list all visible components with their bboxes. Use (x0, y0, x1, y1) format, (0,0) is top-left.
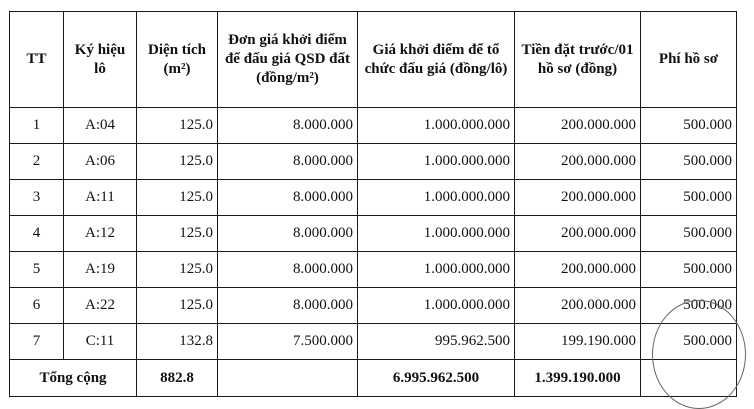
total-empty-cell (641, 360, 737, 397)
header-phi-ho-so: Phí hồ sơ (641, 12, 737, 108)
cell-tt: 5 (10, 252, 64, 288)
total-empty-cell (218, 360, 358, 397)
cell-don-gia: 8.000.000 (218, 216, 358, 252)
cell-don-gia: 8.000.000 (218, 252, 358, 288)
cell-ky-hieu: A:22 (64, 288, 137, 324)
cell-tt: 6 (10, 288, 64, 324)
table-row (10, 108, 737, 144)
cell-phi-ho-so: 500.000 (641, 324, 737, 360)
total-dien-tich: 882.8 (137, 360, 218, 397)
cell-tt: 4 (10, 216, 64, 252)
total-label: Tổng cộng (10, 360, 137, 397)
total-gia-khoi-diem: 6.995.962.500 (358, 360, 515, 397)
cell-tt: 2 (10, 144, 64, 180)
cell-dien-tich: 125.0 (137, 144, 218, 180)
cell-gia-khoi-diem: 1.000.000.000 (358, 180, 515, 216)
cell-don-gia: 8.000.000 (218, 108, 358, 144)
header-don-gia: Đơn giá khởi điểm để đấu giá QSD đất (đồng/m²) (218, 12, 358, 108)
cell-phi-ho-so: 500.000 (641, 252, 737, 288)
cell-don-gia: 8.000.000 (218, 288, 358, 324)
cell-ky-hieu: A:11 (64, 180, 137, 216)
table-row (10, 324, 737, 360)
cell-gia-khoi-diem: 1.000.000.000 (358, 216, 515, 252)
cell-don-gia: 8.000.000 (218, 144, 358, 180)
cell-phi-ho-so: 500.000 (641, 288, 737, 324)
cell-tien-dat-truoc: 199.190.000 (515, 324, 641, 360)
total-row (10, 360, 737, 397)
cell-gia-khoi-diem: 1.000.000.000 (358, 144, 515, 180)
header-tien-dat-truoc: Tiền đặt trước/01 hồ sơ (đồng) (515, 12, 641, 108)
cell-gia-khoi-diem: 995.962.500 (358, 324, 515, 360)
header-dien-tich: Diện tích (m²) (137, 12, 218, 108)
cell-dien-tich: 125.0 (137, 252, 218, 288)
table-row (10, 288, 737, 324)
auction-price-document (9, 11, 736, 396)
cell-phi-ho-so: 500.000 (641, 180, 737, 216)
cell-tien-dat-truoc: 200.000.000 (515, 144, 641, 180)
table-row (10, 216, 737, 252)
cell-phi-ho-so: 500.000 (641, 144, 737, 180)
cell-gia-khoi-diem: 1.000.000.000 (358, 108, 515, 144)
header-ky-hieu-lo: Ký hiệu lô (64, 12, 137, 108)
total-tien-dat-truoc: 1.399.190.000 (515, 360, 641, 397)
cell-tien-dat-truoc: 200.000.000 (515, 180, 641, 216)
cell-phi-ho-so: 500.000 (641, 216, 737, 252)
cell-don-gia: 8.000.000 (218, 180, 358, 216)
cell-tt: 3 (10, 180, 64, 216)
cell-don-gia: 7.500.000 (218, 324, 358, 360)
cell-tien-dat-truoc: 200.000.000 (515, 108, 641, 144)
header-gia-khoi-diem: Giá khởi điểm để tổ chức đấu giá (đồng/lô) (358, 12, 515, 108)
cell-ky-hieu: C:11 (64, 324, 137, 360)
cell-ky-hieu: A:19 (64, 252, 137, 288)
cell-tt: 7 (10, 324, 64, 360)
cell-gia-khoi-diem: 1.000.000.000 (358, 252, 515, 288)
header-tt: TT (10, 12, 64, 108)
cell-dien-tich: 125.0 (137, 180, 218, 216)
cell-dien-tich: 125.0 (137, 216, 218, 252)
cell-ky-hieu: A:06 (64, 144, 137, 180)
table-header-row (10, 12, 737, 108)
cell-ky-hieu: A:04 (64, 108, 137, 144)
auction-lot-table (9, 11, 737, 397)
cell-gia-khoi-diem: 1.000.000.000 (358, 288, 515, 324)
cell-dien-tich: 125.0 (137, 288, 218, 324)
cell-tt: 1 (10, 108, 64, 144)
table-row (10, 180, 737, 216)
table-row (10, 144, 737, 180)
cell-tien-dat-truoc: 200.000.000 (515, 216, 641, 252)
cell-dien-tich: 125.0 (137, 108, 218, 144)
table-row (10, 252, 737, 288)
cell-ky-hieu: A:12 (64, 216, 137, 252)
cell-tien-dat-truoc: 200.000.000 (515, 252, 641, 288)
cell-dien-tich: 132.8 (137, 324, 218, 360)
cell-tien-dat-truoc: 200.000.000 (515, 288, 641, 324)
cell-phi-ho-so: 500.000 (641, 108, 737, 144)
